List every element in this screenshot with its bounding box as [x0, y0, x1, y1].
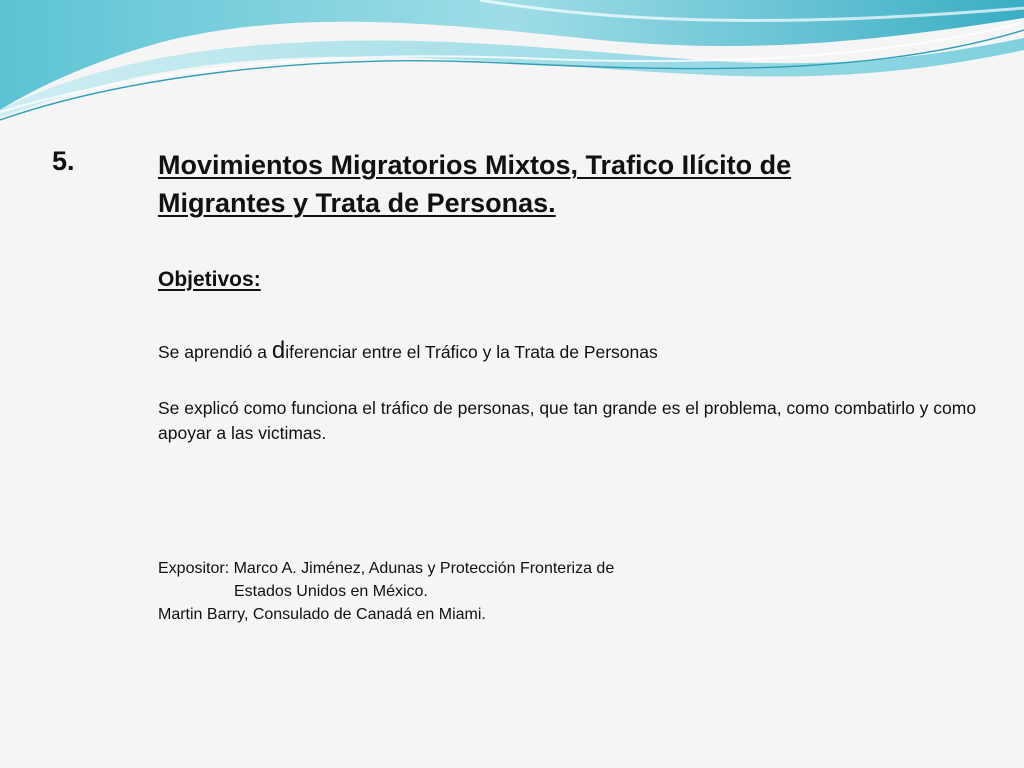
slide-title: Movimientos Migratorios Mixtos, Trafico Ilícito de Migrantes y Trata de Personas.: [158, 150, 792, 218]
speaker-credits: [158, 557, 858, 626]
objective-point-1-lead: Se aprendió a: [158, 342, 272, 362]
section-number: 5.: [52, 146, 75, 176]
objective-point-1-rest: iferenciar entre el Tráfico y la Trata de Personas: [285, 342, 658, 362]
decorative-wave-header: [0, 0, 1024, 130]
objective-point-1-initial: d: [271, 337, 286, 364]
objective-point-2: Se explicó como funciona el tráfico de personas, que tan grande es el problema, como combatirlo y como apoyar a las victimas.: [158, 398, 977, 443]
objectives-heading: Objetivos:: [158, 268, 261, 291]
credits-line-3: Martin Barry, Consulado de Canadá en Miami.: [158, 606, 486, 623]
credits-line-2: Estados Unidos en México.: [234, 583, 428, 600]
credits-line-1: Expositor: Marco A. Jiménez, Adunas y Protección Fronteriza de: [158, 560, 615, 577]
objective-point-1: [158, 338, 978, 365]
